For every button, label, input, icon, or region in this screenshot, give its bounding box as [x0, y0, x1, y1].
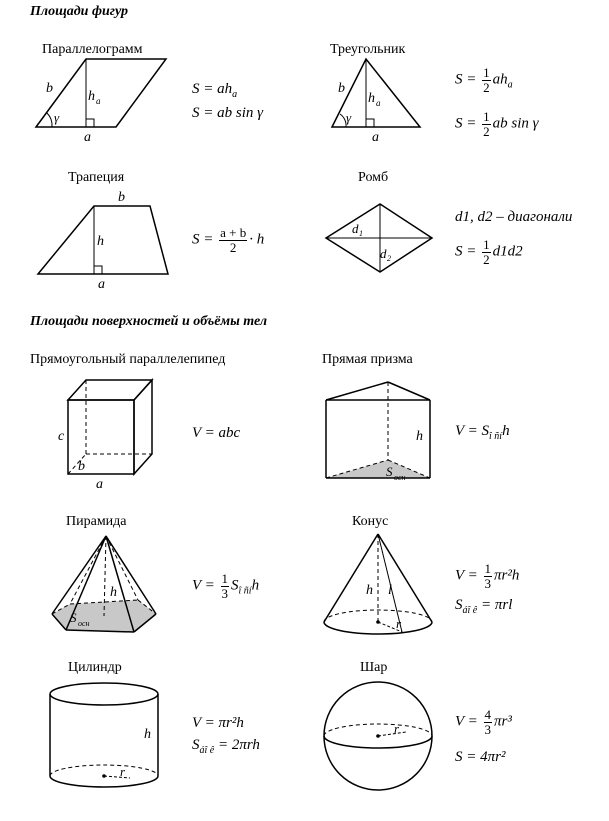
sphere-figure [322, 678, 438, 798]
cone-title: Конус [352, 514, 389, 529]
prism-label-s: S [386, 464, 393, 479]
parallelogram-label-h: h [88, 89, 95, 104]
rhombus-formula: S = $\frac{1}{2}$ d1d2 [455, 237, 523, 267]
box-label-a: a [96, 477, 103, 492]
section-title-plane-figures: Площади фигур [30, 4, 128, 19]
cylinder-label-r: r [120, 764, 126, 779]
sphere-formula-2: S = 4πr² [455, 749, 506, 765]
parallelogram-title: Параллелограмм [42, 42, 143, 57]
pyramid-label-h: h [110, 585, 117, 600]
box-title: Прямоугольный параллелепипед [30, 352, 226, 367]
triangle-label-gamma: γ [346, 110, 352, 125]
rhombus-label-d1: d [352, 221, 359, 236]
triangle-figure [328, 58, 428, 145]
prism-title: Прямая призма [322, 352, 413, 367]
cylinder-title: Цилиндр [68, 660, 122, 675]
cone-label-l: l [388, 583, 392, 598]
triangle-title: Треугольник [330, 42, 406, 57]
sphere-label-r: r [394, 721, 400, 736]
parallelogram-formula-2: S = ab sin γ [192, 105, 264, 121]
box-label-c: c [58, 429, 65, 444]
rhombus-label-d2-sub: 2 [387, 254, 391, 263]
rhombus-figure [322, 200, 436, 276]
prism-label-h: h [416, 429, 423, 444]
triangle-label-b: b [338, 81, 345, 96]
prism-label-s-sub: осн [394, 473, 406, 482]
pyramid-title: Пирамида [66, 514, 127, 529]
parallelogram-label-h-sub: a [96, 96, 101, 106]
triangle-label-h: h [368, 91, 375, 106]
triangle-label-h-sub: a [376, 98, 381, 108]
prism-figure [320, 374, 436, 486]
trapezoid-figure [34, 186, 174, 290]
trapezoid-formula: S = $\frac{a + b}{2}$ · h [192, 225, 265, 255]
pyramid-figure [46, 532, 162, 640]
triangle-label-a: a [372, 130, 379, 145]
rhombus-label-d2: d [380, 246, 387, 261]
rhombus-label-d1-sub: 1 [359, 229, 363, 238]
box-label-b: b [78, 459, 85, 474]
parallelogram-formula-1: $S = ah_a$ [192, 81, 238, 100]
trapezoid-label-b: b [118, 190, 125, 205]
triangle-formula-1: S = $\frac{1}{2}$ $ah_a$ [455, 65, 513, 95]
cylinder-formula-1: V = πr²h [192, 715, 244, 731]
pyramid-formula: V = $\frac{1}{3}$ $S_{î ñí}h$ [192, 571, 260, 601]
trapezoid-title: Трапеция [68, 170, 125, 185]
trapezoid-label-a: a [98, 277, 105, 292]
triangle-formula-2: S = $\frac{1}{2}$ ab sin γ [455, 109, 539, 139]
pyramid-label-s-sub: осн [78, 619, 90, 628]
trapezoid-label-h: h [97, 234, 104, 249]
rhombus-note: d1, d2 – диагонали [455, 209, 573, 225]
cone-formula-2: $S_{áî ê} = \pi rl$ [455, 597, 513, 616]
sphere-formula-1: V = $\frac{4}{3}$ πr³ [455, 707, 512, 737]
cylinder-label-h: h [144, 727, 151, 742]
cone-label-r: r [396, 616, 402, 631]
cylinder-formula-2: $S_{áî ê} = 2\pi rh$ [192, 737, 260, 756]
parallelogram-label-a: a [84, 130, 91, 145]
sphere-title: Шар [360, 660, 388, 675]
cylinder-figure [44, 680, 166, 804]
pyramid-label-s: S [70, 610, 77, 625]
cone-formula-1: V = $\frac{1}{3}$ πr²h [455, 561, 520, 591]
box-formula: V = abc [192, 425, 241, 441]
parallelogram-label-gamma: γ [54, 110, 60, 125]
section-title-solids: Площади поверхностей и объёмы тел [30, 314, 268, 329]
prism-formula: $V = S_{î ñí}h$ [455, 423, 510, 442]
rhombus-title: Ромб [358, 170, 389, 185]
parallelogram-figure [30, 58, 170, 145]
parallelogram-label-b: b [46, 81, 53, 96]
cone-label-h: h [366, 583, 373, 598]
cone-figure [320, 530, 436, 642]
box-figure [54, 374, 164, 490]
